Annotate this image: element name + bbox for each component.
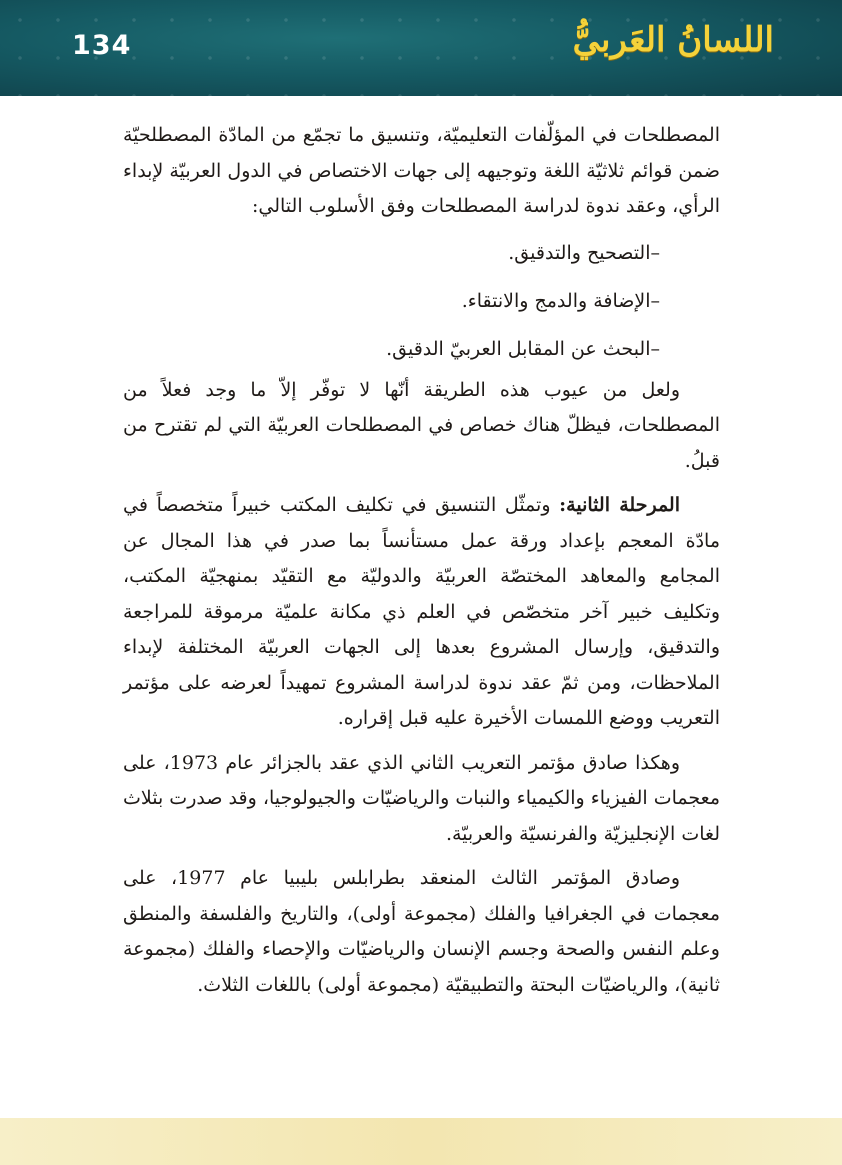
intro-paragraph: المصطلحات في المؤلّفات التعليميّة، وتنسيق ما تجمّع من المادّة المصطلحيّة ضمن قوائم ثلاثيّة اللغة وتوجيهه إلى جهات الاختصاص في الدول العربيّة لإبداء الرأي، وعقد ندوة لدراسة المصطلحات وفق الأسلوب التالي: xyxy=(123,124,720,217)
article-body xyxy=(123,118,720,1003)
algiers-paragraph: وهكذا صادق مؤتمر التعريب الثاني الذي عقد بالجزائر عام 1973، على معجمات الفيزياء والكيمياء والنبات والرياضيّات والجيولوجيا، وقد صدرت بثلاث لغات الإنجليزيّة والفرنسيّة والعربيّة. xyxy=(123,751,720,845)
list-item-addition: –الإضافة والدمج والانتقاء. xyxy=(461,289,660,312)
page-header xyxy=(0,0,842,96)
critique-paragraph: ولعل من عيوب هذه الطريقة أنّها لا توفّر إلاّ ما وجد فعلاً من المصطلحات، فيظلّ هناك خصاص في المصطلحات العربيّة التي لم تقترح من قبلُ. xyxy=(123,378,720,472)
list-item-search: –البحث عن المقابل العربيّ الدقيق. xyxy=(386,337,660,360)
phase-two-label: المرحلة الثانية: xyxy=(559,494,680,516)
tripoli-paragraph: وصادق المؤتمر الثالث المنعقد بطرابلس بليبيا عام 1977، على معجمات في الجغرافيا والفلك (مجموعة أولى)، والتاريخ والفلسفة والمنطق وعلم النفس والصحة وجسم الإنسان والرياضيّات والإحصاء والفلك (مجموعة ثانية)، والرياضيّات البحتة والتطبيقيّة (مجموعة أولى) باللغات الثلاث. xyxy=(123,867,720,996)
phase-two-paragraph xyxy=(123,488,720,737)
phase-two-text: وتمثّل التنسيق في تكليف المكتب خبيراً متخصصاً في مادّة المعجم بإعداد ورقة عمل مستأنساً بما صدر في هذا المجال عن المجامع والمعاهد المختصّة العربيّة والدوليّة مع التقيّد بمنهجيّة المكتب، وتكليف خبير آخر متخصّص في العلم ذي مكانة علميّة مرموقة للمراجعة والتدقيق، وإرسال المشروع بعدها إلى الجهات العربيّة المختلفة لإبداء الملاحظات، ومن ثمّ عقد ندوة لدراسة المشروع تمهيداً لعرضه على مؤتمر التعريب ووضع اللمسات الأخيرة عليه قبل إقراره. xyxy=(123,494,720,729)
journal-logo: اللسانُ العَربيُّ xyxy=(572,20,774,60)
page-number: 134 xyxy=(72,30,132,61)
list-item-correction: –التصحيح والتدقيق. xyxy=(508,241,660,264)
page-footer-band xyxy=(0,1118,842,1165)
